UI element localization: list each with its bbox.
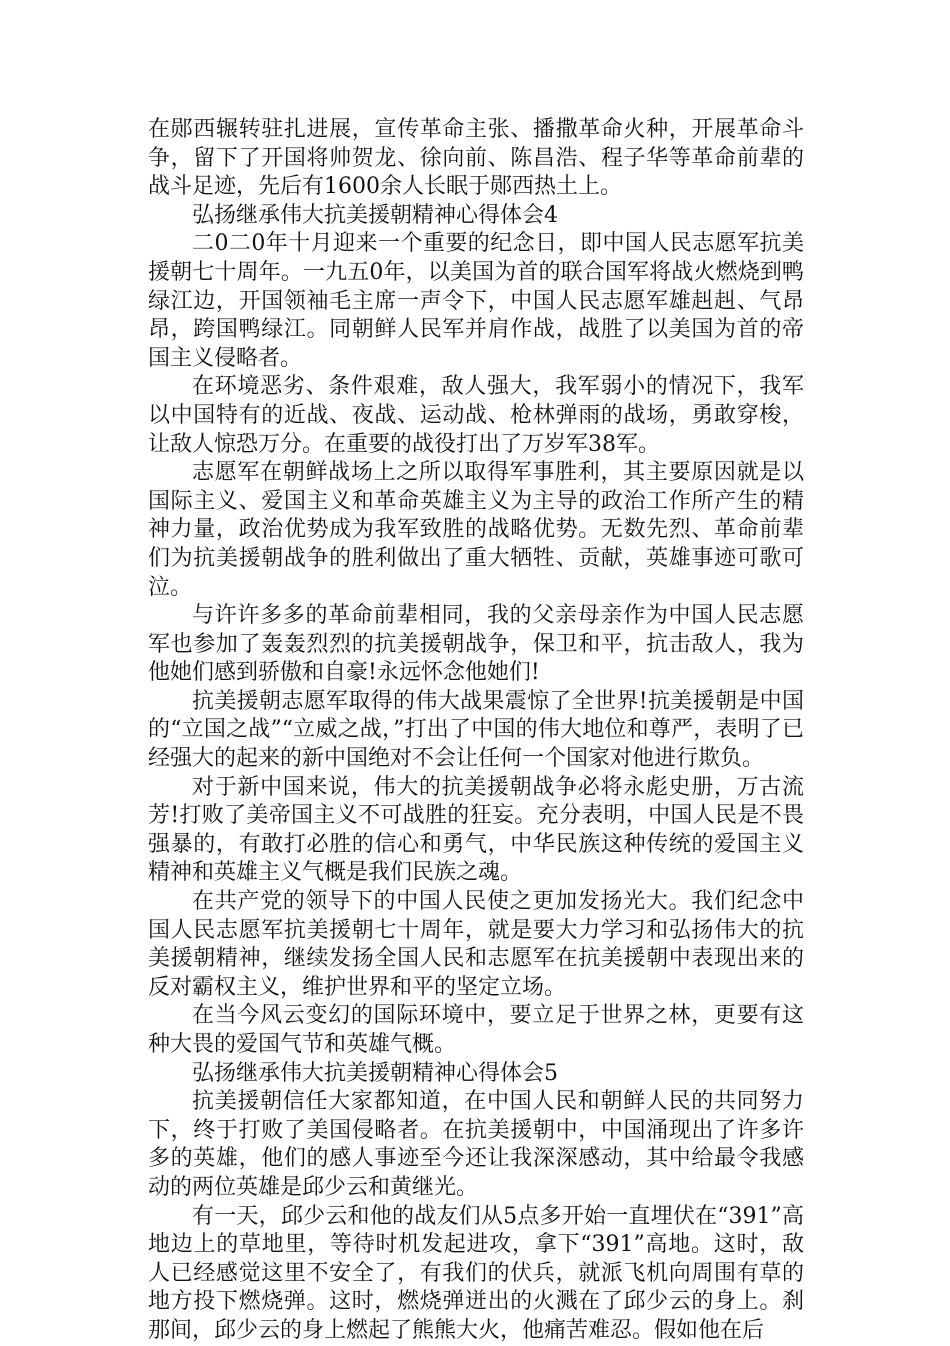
paragraph: 抗美援朝信任大家都知道，在中国人民和朝鲜人民的共同努力下，终于打败了美国侵略者。在抗美援朝中，中国涌现出了许多许多的英雄，他们的感人事迹至今还让我深深感动，其中给最令我感动的两位英雄是邱少云和黄继光。: [148, 1089, 804, 1200]
paragraph: 在共产党的领导下的中国人民使之更加发扬光大。我们纪念中国人民志愿军抗美援朝七十周年，就是要大力学习和弘扬伟大的抗美援朝精神，继续发扬全国人民和志愿军在抗美援朝中表现出来的反对霸权主义，维护世界和平的坚定立场。: [148, 889, 804, 1000]
paragraph: 志愿军在朝鲜战场上之所以取得军事胜利，其主要原因就是以国际主义、爱国主义和革命英雄主义为主导的政治工作所产生的精神力量，政治优势成为我军致胜的战略优势。无数先烈、革命前辈们为抗美援朝战争的胜利做出了重大牺牲、贡献，英雄事迹可歌可泣。: [148, 460, 804, 600]
paragraph: 在环境恶劣、条件艰难，敌人强大，我军弱小的情况下，我军以中国特有的近战、夜战、运动战、枪林弹雨的战场，勇敢穿梭，让敌人惊恐万分。在重要的战役打出了万岁军38军。: [148, 374, 804, 457]
section-heading-4: 弘扬继承伟大抗美援朝精神心得体会4: [192, 202, 558, 228]
paragraph-continuation: 在郧西辗转驻扎进展，宣传革命主张、播撒革命火种，开展革命斗争，留下了开国将帅贺龙、徐向前、陈昌浩、程子华等革命前辈的战斗足迹，先后有1600余人长眠于郧西热土上。: [148, 117, 804, 200]
paragraph: 与许许多多的革命前辈相同，我的父亲母亲作为中国人民志愿军也参加了轰轰烈烈的抗美援朝战争，保卫和平，抗击敌人，我为他她们感到骄傲和自豪!永远怀念他她们!: [148, 603, 804, 686]
section-heading-5: 弘扬继承伟大抗美援朝精神心得体会5: [192, 1060, 558, 1086]
paragraph: 对于新中国来说，伟大的抗美援朝战争必将永彪史册，万古流芳!打败了美帝国主义不可战胜的狂妄。充分表明，中国人民是不畏强暴的，有敢打必胜的信心和勇气，中华民族这种传统的爱国主义精神和英雄主义气概是我们民族之魂。: [148, 774, 804, 886]
paragraph: 二0二0年十月迎来一个重要的纪念日，即中国人民志愿军抗美援朝七十周年。一九五0年，以美国为首的联合国军将战火燃烧到鸭绿江边，开国领袖毛主席一声令下，中国人民志愿军雄赳赳、气昂昂，跨国鸭绿江。同朝鲜人民军并肩作战，战胜了以美国为首的帝国主义侵略者。: [148, 231, 804, 371]
paragraph: 在当今风云变幻的国际环境中，要立足于世界之林，更要有这种大畏的爱国气节和英雄气概。: [148, 1003, 804, 1057]
paragraph: 抗美援朝志愿军取得的伟大战果震惊了全世界!抗美援朝是中国的“立国之战”“立威之战，”打出了中国的伟大地位和尊严，表明了已经强大的起来的新中国绝对不会让任何一个国家对他进行欺负。: [148, 688, 804, 772]
document-page: [148, 116, 804, 1346]
paragraph: 有一天，邱少云和他的战友们从5点多开始一直埋伏在“391”高地边上的草地里，等待时机发起进攻，拿下“391”高地。这时，敌人已经感觉这里不安全了，有我们的伏兵，就派飞机向周围有草的地方投下燃烧弹。这时，燃烧弹迸出的火溅在了邱少云的身上。刹那间，邱少云的身上燃起了熊熊大火，他痛苦难忍。假如他在后: [148, 1203, 804, 1343]
